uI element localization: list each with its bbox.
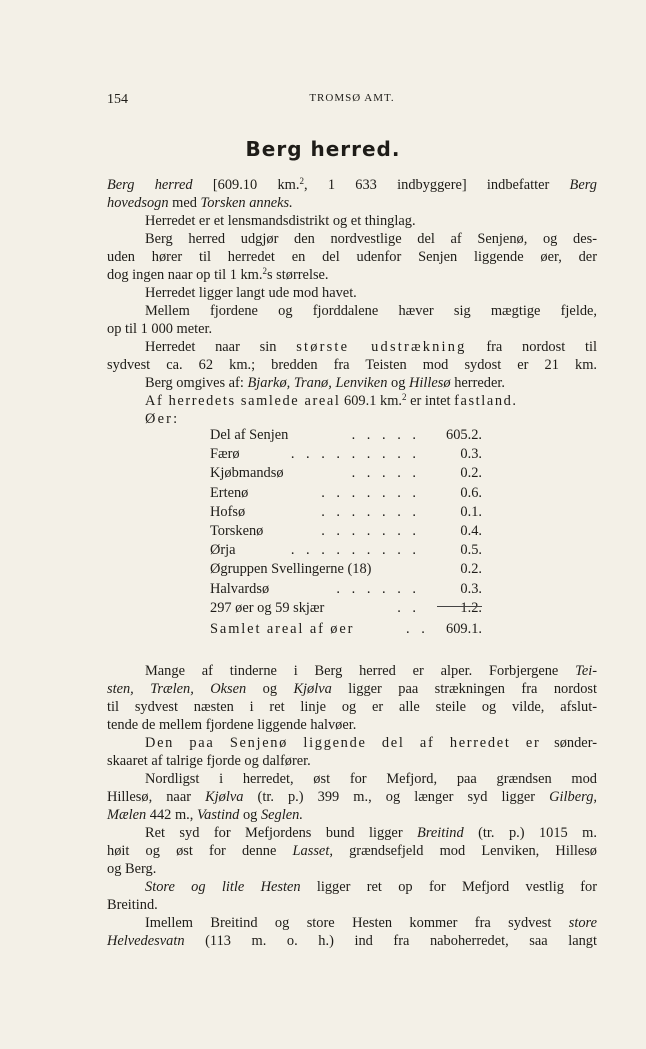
s-line-2: skaaret af talrige fjorde og dalfører. (107, 753, 311, 769)
paragraph-2-line-1: Berg herred udgjør den nordvestlige del af Senjenø, og des- (145, 231, 597, 247)
island-area-value: 0.2. (460, 465, 482, 482)
paragraph-3: Herredet ligger langt ude mod havet. (145, 285, 357, 301)
p6-a: Berg omgives af: (145, 375, 244, 391)
paragraph-5-line-2: sydvest ca. 62 km.; bredden fra Teisten mod sydost er 21 km. (107, 357, 597, 373)
island-dots: . . . . . . . (321, 484, 420, 501)
paragraph-5-line-1 (145, 338, 597, 356)
page-header (107, 92, 597, 110)
n2-a: Hillesø, naar (107, 789, 191, 805)
island-name: Ørja (210, 542, 236, 559)
n-line-3 (107, 806, 597, 824)
island-name: Kjøbmandsø (210, 465, 284, 482)
n-line-2 (107, 788, 597, 806)
s-line-1 (145, 734, 597, 752)
m2-og: og (262, 681, 278, 697)
island-dots: . . (397, 599, 420, 616)
n2-i2: Gilberg, (549, 789, 597, 805)
n3-i3: Seglen. (260, 807, 303, 823)
paragraph-7 (145, 392, 597, 410)
i2-i: Helvedesvatn (107, 933, 185, 949)
section-title: Berg herred. (245, 137, 401, 161)
m2-b: ligger paa strækningen fra nordost (348, 681, 597, 697)
total-value: 609.1. (446, 621, 482, 637)
s1-spaced: Den paa Senjenø liggende del af herredet er (145, 735, 541, 751)
island-area-value: 1.2. (460, 599, 482, 616)
s1-b: sønder- (554, 735, 597, 751)
r2-a: høit og øst for denne (107, 843, 277, 859)
island-name: Del af Senjen (210, 427, 289, 443)
p7-sup: 2 (402, 392, 407, 402)
i1-i: store (568, 915, 597, 931)
intro-line-1 (107, 176, 597, 194)
r2-i: Lasset, (292, 843, 333, 859)
island-area-value: 0.2. (460, 561, 482, 578)
r-line-2 (107, 842, 597, 860)
p7-spaced2: fastland. (454, 393, 518, 409)
island-name: Hofsø (210, 503, 246, 520)
m2-i2: Kjølva (293, 681, 332, 697)
r1-b: (tr. p.) 1015 m. (478, 825, 597, 841)
island-area-value: 0.4. (460, 523, 482, 539)
paragraph-1: Herredet er et lensmandsdistrikt og et thinglag. (145, 213, 416, 229)
p6-n4: Hillesø (409, 375, 451, 391)
n-line-1: Nordligst i herredet, øst for Mefjord, paa grændsen mod (145, 771, 597, 787)
p2-l3-a: dog ingen naar op til 1 km. (107, 267, 263, 283)
island-area-value: 0.3. (460, 446, 482, 463)
i-line-2 (107, 932, 597, 950)
n3-og: og (242, 807, 258, 823)
p6-og: og (391, 375, 406, 391)
p5-spaced: største udstrækning (296, 339, 467, 355)
n3-a: 442 m., (149, 807, 194, 823)
h-line-1 (145, 878, 597, 896)
m1-i: Tei- (575, 663, 597, 679)
paragraph-4-line-1: Mellem fjordene og fjorddalene hæver sig mægtige fjelde, (145, 303, 597, 319)
islands-label: Øer: (145, 411, 180, 427)
intro-name: Berg herred (107, 177, 193, 193)
r-line-3: og Berg. (107, 861, 157, 877)
m-line-4: tende de mellem fjordene liggende halvøer. (107, 717, 357, 733)
p7-spaced: Af herredets samlede areal (145, 393, 341, 409)
island-dots: . . . . . . . (321, 503, 420, 520)
n3-i1: Mælen (107, 807, 147, 823)
table-rule (437, 606, 482, 607)
island-name: 297 øer og 59 skjær (210, 599, 325, 616)
m-line-3: til sydvest næsten i ret linje og er alle steile og vilde, afslut- (107, 699, 597, 715)
p7-num: 609.1 km. (344, 393, 402, 409)
paragraph-2-line-3 (107, 266, 597, 284)
intro-hovedsogn: Berg (569, 177, 597, 193)
m-line-2 (107, 680, 597, 698)
i-line-1 (145, 914, 597, 932)
r1-a: Ret syd for Mefjordens bund ligger (145, 825, 403, 841)
island-name: Halvardsø (210, 580, 270, 597)
island-dots: . . . . . (351, 427, 420, 443)
p6-n1: Bjarkø, (247, 375, 291, 391)
island-name: Færø (210, 446, 240, 463)
total-label: Samlet areal af øer (210, 621, 355, 637)
island-area-value: 0.3. (460, 580, 482, 597)
m-line-1 (145, 662, 597, 680)
island-name: Ertenø (210, 484, 249, 501)
p6-n2: Tranø, (293, 375, 332, 391)
page-number: 154 (107, 92, 128, 107)
intro-med: med (172, 195, 197, 211)
intro-area-close: , 1 633 indbyggere] indbefatter (303, 177, 550, 193)
intro-area-sup: 2 (299, 176, 304, 186)
intro-line-2: hovedsogn med Torsken anneks. (107, 195, 293, 211)
p5-b: fra nordost til (486, 339, 597, 355)
p6-b: herreder. (454, 375, 505, 391)
h1-b: ligger ret op for Mefjord vestlig for (316, 879, 597, 895)
r1-i: Breitind (417, 825, 464, 841)
intro-area: [609.10 km. (212, 177, 300, 193)
total-dots: . . (406, 621, 429, 637)
i1-a: Imellem Breitind og store Hesten kommer fra sydvest (145, 915, 552, 931)
island-dots: . . . . . . . . . (290, 542, 420, 559)
island-name: Torskenø (210, 523, 264, 539)
paragraph-4-line-2: op til 1 000 meter. (107, 321, 213, 337)
r-line-1 (145, 824, 597, 842)
r2-b: grændsefjeld mod Lenviken, Hillesø (349, 843, 598, 859)
m1-a: Mange af tinderne i Berg herred er alper. Forbjergene (145, 663, 559, 679)
m2-i1: sten, Trælen, Oksen (107, 681, 247, 697)
n2-b: (tr. p.) 399 m., og længer syd ligger (257, 789, 536, 805)
island-dots: . . . . . (351, 465, 420, 482)
h-line-2: Breitind. (107, 897, 158, 913)
p5-a: Herredet naar sin (145, 339, 277, 355)
p2-l3-sup: 2 (262, 266, 267, 276)
intro-annex: Torsken anneks. (200, 195, 293, 211)
p2-l3-b: s størrelse. (266, 267, 329, 283)
island-area-value: 0.6. (460, 484, 482, 501)
island-area-value: 0.5. (460, 542, 482, 559)
island-area-value: 605.2. (446, 427, 482, 443)
h1-i: Store og litle Hesten (145, 879, 301, 895)
n2-i1: Kjølva (205, 789, 244, 805)
island-area-value: 0.1. (460, 503, 482, 520)
running-head: TROMSØ AMT. (309, 92, 395, 104)
n3-i2: Vastind (196, 807, 240, 823)
island-name: Øgruppen Svellingerne (18) (210, 561, 372, 578)
paragraph-6 (145, 374, 597, 392)
p6-n3: Lenviken (335, 375, 388, 391)
paragraph-2-line-2: uden hører til herredet en del udenfor Senjen liggende øer, der (107, 249, 597, 265)
p7-b: er intet (410, 393, 451, 409)
island-dots: . . . . . . . . . (290, 446, 420, 463)
island-dots: . . . . . . (336, 580, 420, 597)
island-dots: . . . . . . . (321, 523, 420, 539)
i2-b: (113 m. o. h.) ind fra naboherredet, saa langt (205, 933, 597, 949)
